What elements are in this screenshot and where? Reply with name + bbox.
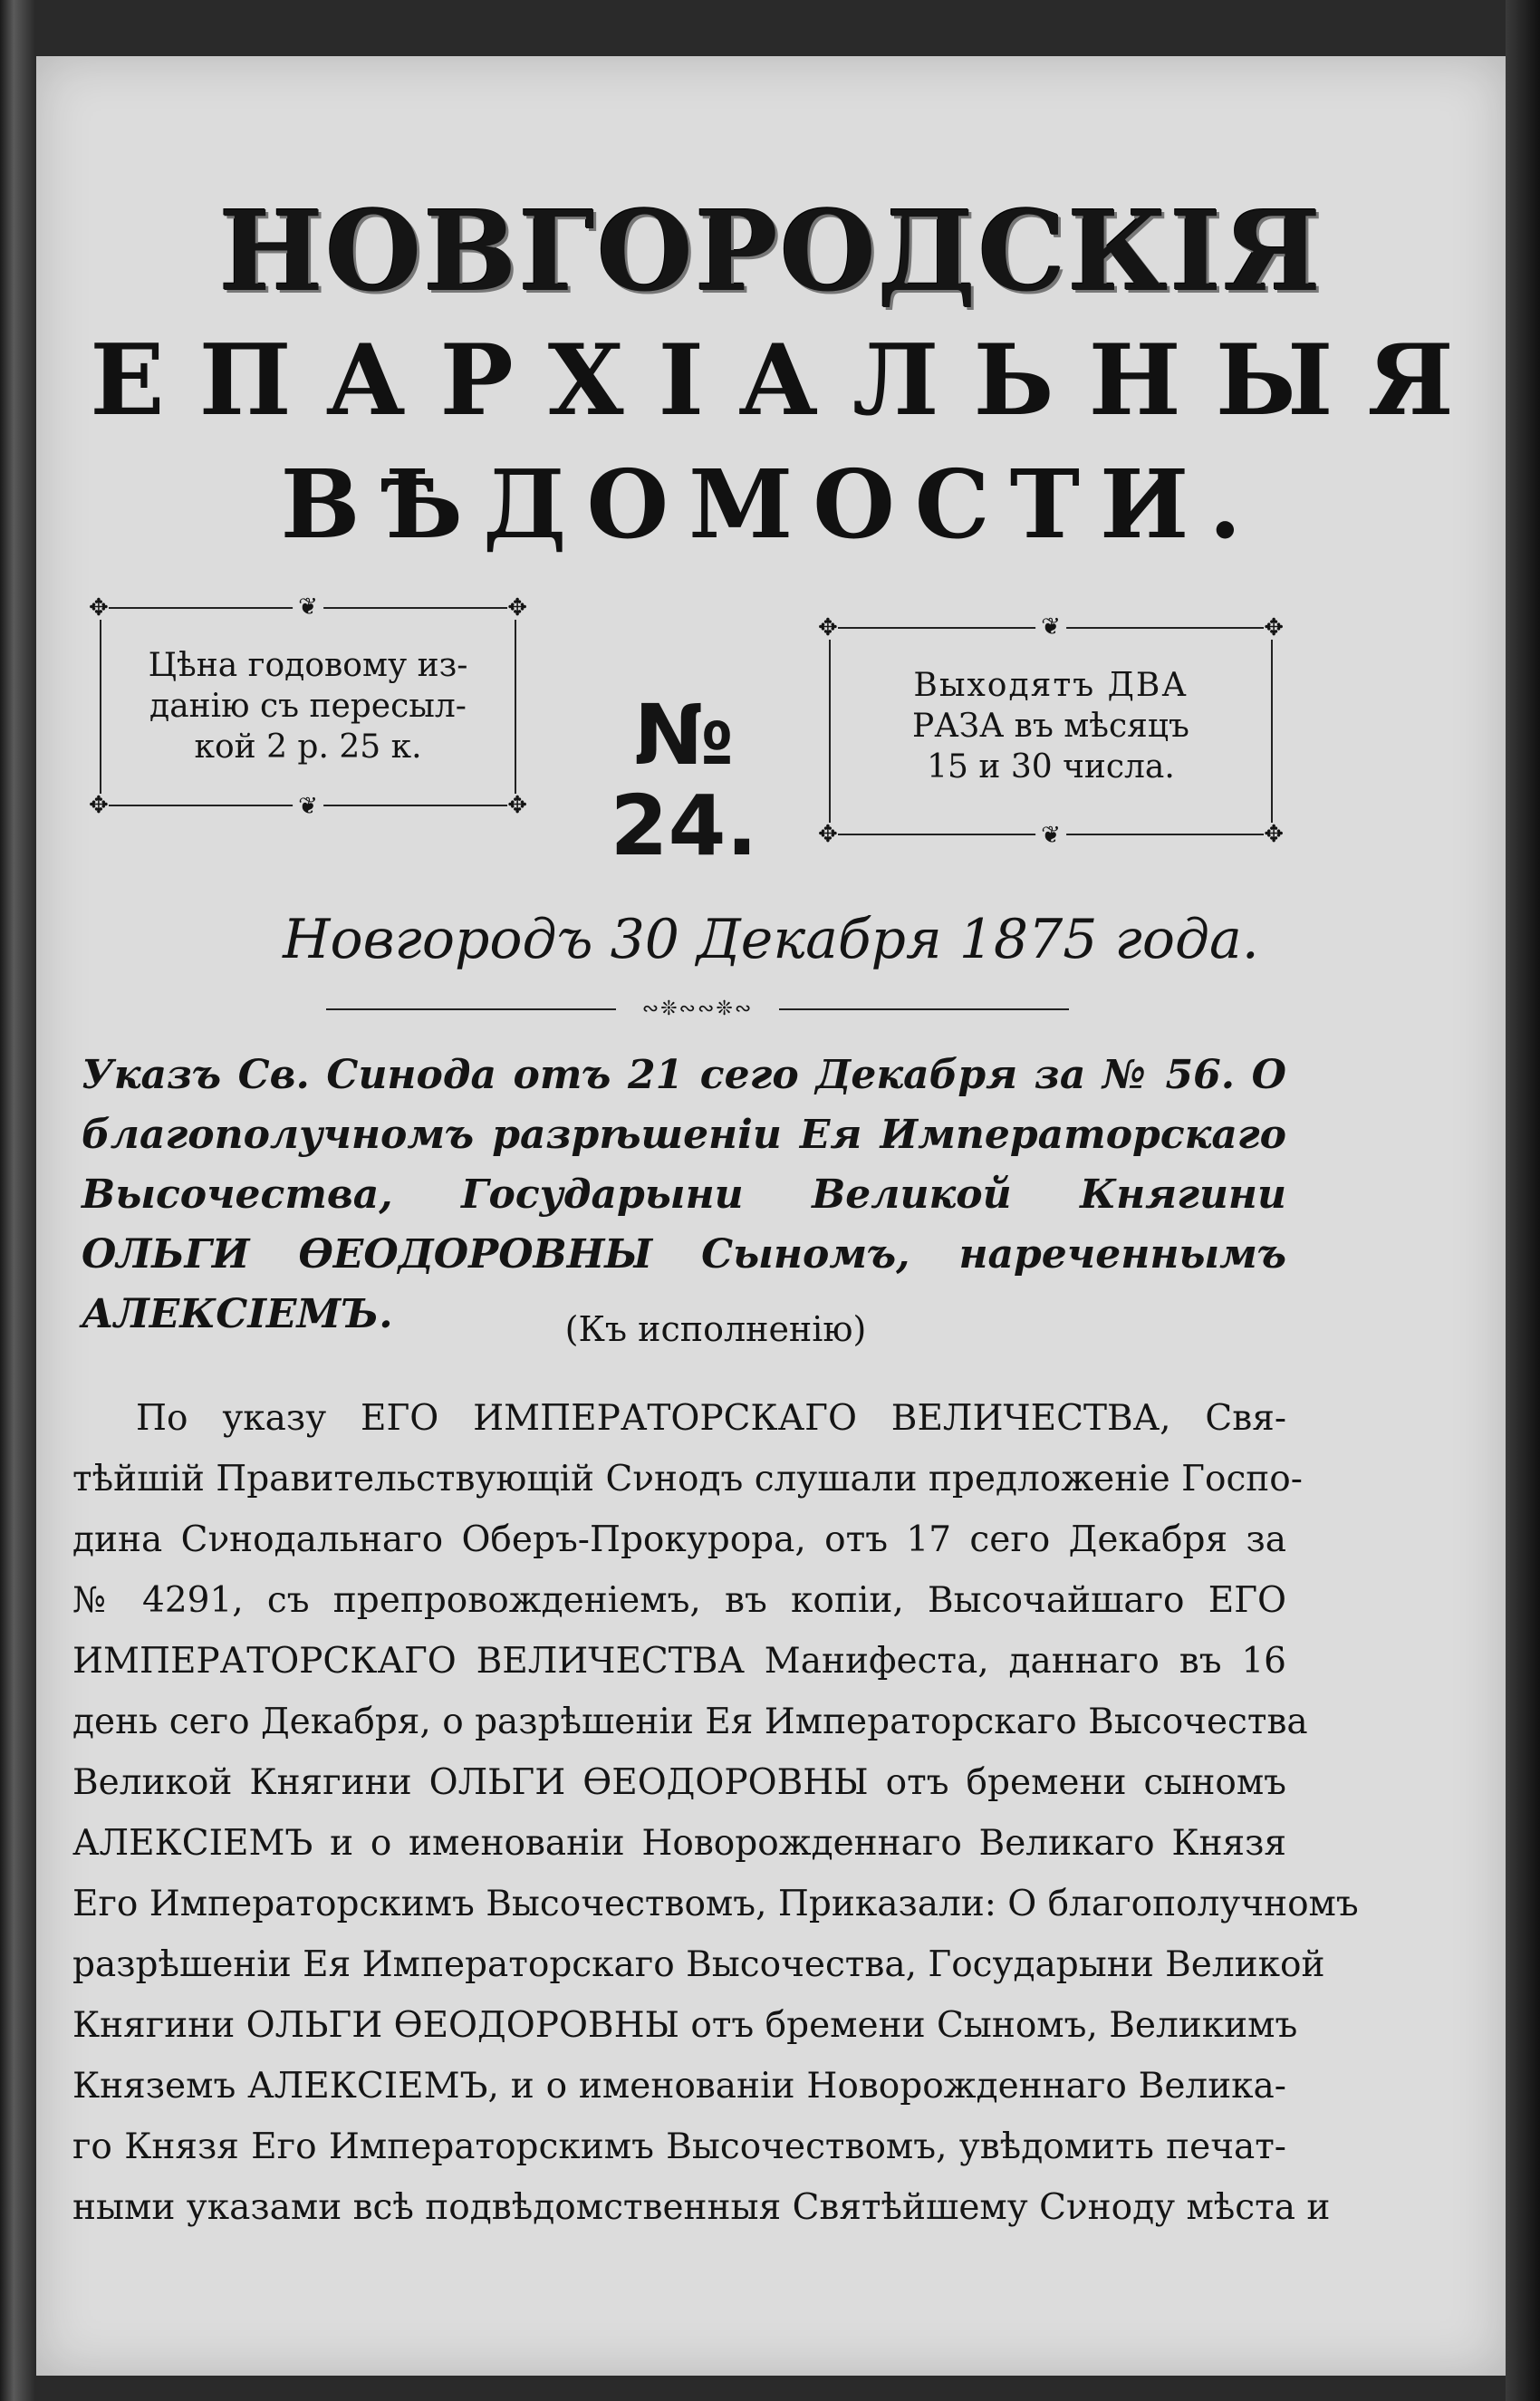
page-edge-shadow	[1506, 0, 1540, 2401]
body-line: разрѣшеніи Ея Императорскаго Высочества, Государыни Великой	[72, 1944, 1325, 1985]
schedule-line: РАЗА въ мѣсяцъ	[912, 708, 1189, 745]
body-line: Княземъ АЛЕКСІЕМЪ, и о именованіи Новорожденнаго Велика-	[72, 2066, 1286, 2107]
dateline: Новгородъ 30 Декабря 1875 года.	[283, 908, 1259, 971]
corner-ornament-icon: ✥	[1264, 614, 1284, 641]
corner-ornament-icon: ✥	[818, 821, 838, 848]
decree-body	[72, 1388, 1359, 2238]
flourish-ornament-icon: ❦	[293, 595, 323, 619]
newspaper-page	[36, 56, 1506, 2376]
corner-ornament-icon: ✥	[1264, 821, 1284, 848]
decree-note: (Къ исполненію)	[564, 1309, 867, 1349]
body-line: го Князя Его Императорскимъ Высочествомъ, увѣдомить печат-	[72, 2126, 1286, 2167]
masthead-title-line2: ЕПАРХІАЛЬНЫЯ	[90, 323, 1488, 438]
flourish-ornament-icon: ❦	[1035, 824, 1066, 847]
schedule-box	[818, 613, 1284, 849]
decorative-rule	[326, 998, 1069, 1020]
body-line: день сего Декабря, о разрѣшеніи Ея Императорскаго Высочества	[72, 1702, 1308, 1742]
price-line: Цѣна годовому из-	[148, 647, 468, 684]
rule-line	[779, 1008, 1069, 1010]
issue-number: № 24.	[610, 687, 758, 874]
body-line: Княгини ОЛЬГИ ѲЕОДОРОВНЫ отъ бремени Сыномъ, Великимъ	[72, 2005, 1298, 2046]
body-line: Его Императорскимъ Высочествомъ, Приказали: О благополучномъ	[72, 1884, 1359, 1924]
body-line: Великой Княгини ОЛЬГИ ѲЕОДОРОВНЫ отъ бремени сыномъ	[72, 1762, 1286, 1803]
body-line: ИМПЕРАТОРСКАГО ВЕЛИЧЕСТВА Манифеста, даннаго въ 16	[72, 1641, 1286, 1682]
body-line: ными указами всѣ подвѣдомственныя Святѣйшему Сνноду мѣста и	[72, 2187, 1331, 2228]
body-line: тѣйшій Правительствующій Сνнодъ слушали предложеніе Госпо-	[72, 1459, 1303, 1499]
body-line: дина Сνнодальнаго Оберъ-Прокурора, отъ 17 сего Декабря за	[72, 1519, 1286, 1560]
corner-ornament-icon: ✥	[818, 614, 838, 641]
corner-ornament-icon: ✥	[89, 792, 109, 819]
book-spine-edge	[0, 0, 34, 2401]
body-line: № 4291, съ препровожденіемъ, въ копіи, Высочайшаго ЕГО	[72, 1580, 1286, 1621]
body-line: АЛЕКСІЕМЪ и о именованіи Новорожденнаго Великаго Князя	[72, 1823, 1286, 1864]
decree-heading: Указъ Св. Синода отъ 21 сего Декабря за № 56. О благополучномъ разрѣшеніи Ея Императорскаго Высочества, Государыни Великой Княгини ОЛЬГИ ѲЕОДОРОВНЫ Сыномъ, нареченнымъ АЛЕКСІЕМЪ.	[82, 1052, 1286, 1337]
price-line: кой 2 р. 25 к.	[194, 728, 422, 766]
corner-ornament-icon: ✥	[507, 594, 527, 622]
price-line: данію съ пересыл-	[149, 688, 467, 725]
flourish-ornament-icon: ❦	[1035, 615, 1066, 639]
rule-ornament-icon: ∾❊∾∾❊∾	[641, 998, 754, 1020]
schedule-line: Выходятъ ДВА	[913, 667, 1189, 704]
masthead-title-line3: ВѢДОМОСТИ.	[280, 448, 1262, 560]
rule-line	[326, 1008, 616, 1010]
schedule-line: 15 и 30 числа.	[927, 748, 1175, 786]
price-box	[89, 593, 527, 820]
body-line: По указу ЕГО ИМПЕРАТОРСКАГО ВЕЛИЧЕСТВА, Свя-	[136, 1398, 1286, 1439]
corner-ornament-icon: ✥	[89, 594, 109, 622]
flourish-ornament-icon: ❦	[293, 795, 323, 818]
corner-ornament-icon: ✥	[507, 792, 527, 819]
masthead-title-line1: НОВГОРОДСКІЯ	[218, 186, 1323, 316]
